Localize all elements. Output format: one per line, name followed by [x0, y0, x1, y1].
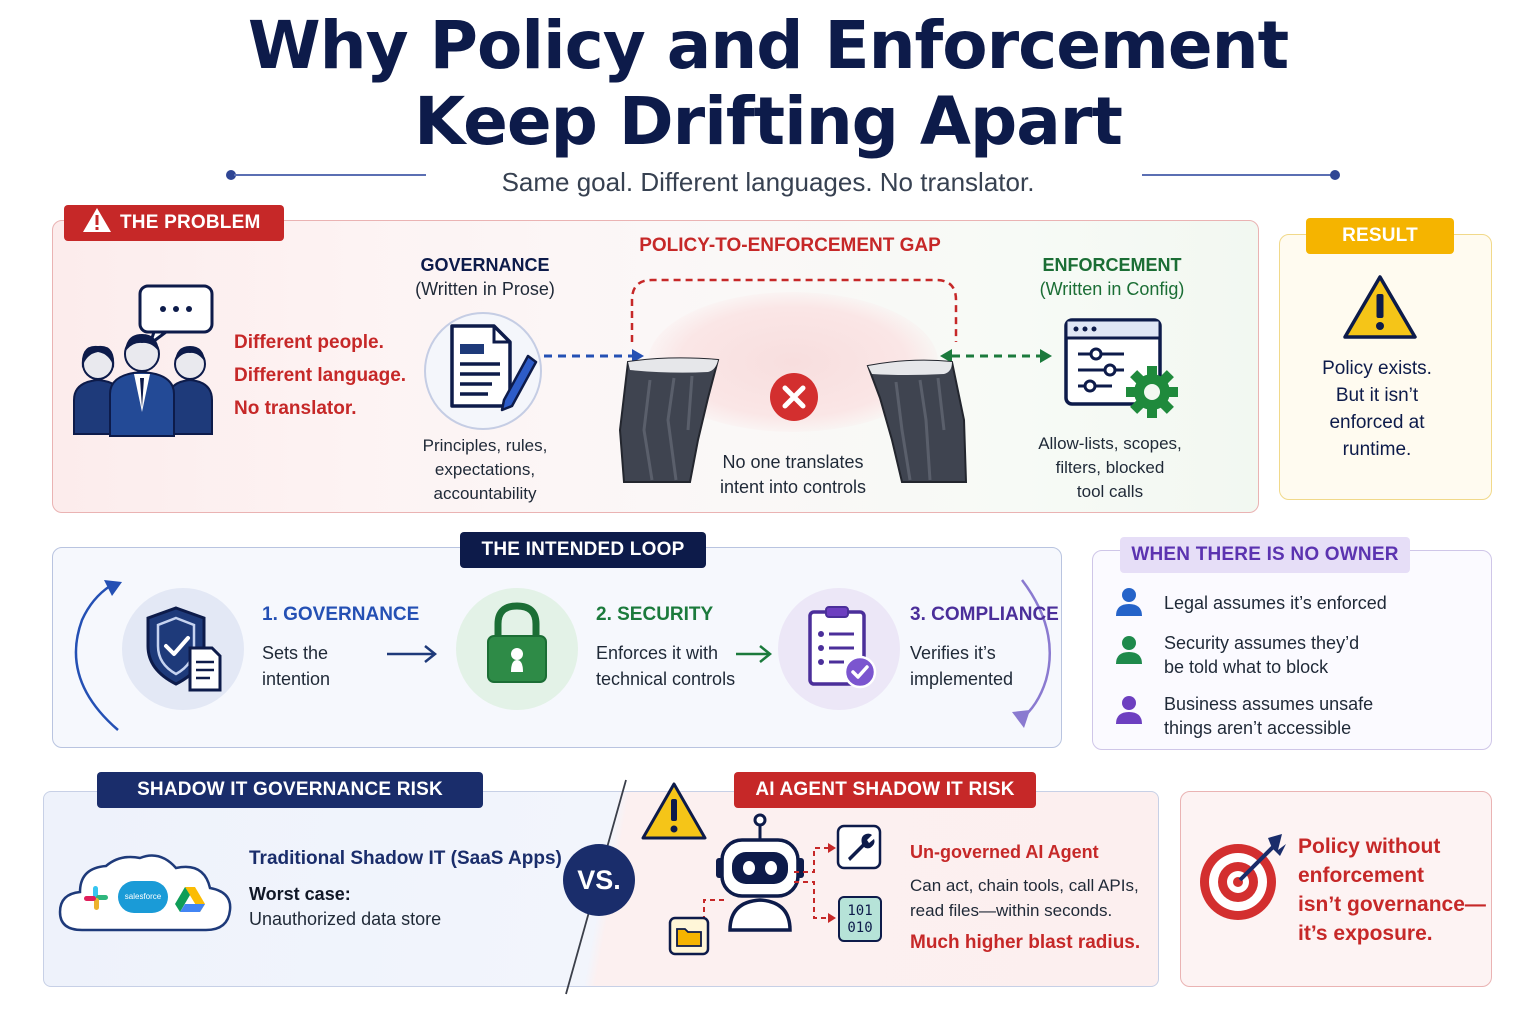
loop-tag: THE INTENDED LOOP	[460, 532, 706, 568]
person-purple-icon	[1114, 694, 1144, 726]
gap-desc-2: intent into controls	[719, 477, 867, 497]
target-arrow-icon	[1196, 832, 1292, 922]
step-1-desc-2: intention	[262, 669, 331, 689]
result-line-3: enforced at	[1329, 412, 1425, 433]
people-line-3: No translator.	[234, 398, 357, 419]
step-3-desc-2: implemented	[910, 669, 1014, 689]
no-owner-item-3b: things aren’t accessible	[1164, 718, 1352, 738]
result-line-4: runtime.	[1342, 439, 1412, 460]
step-2-title: 2. SECURITY	[596, 604, 714, 625]
ai-agent-title: Un-governed AI Agent	[910, 842, 1099, 862]
gap-title: POLICY-TO-ENFORCEMENT GAP	[639, 235, 941, 256]
governance-desc-2: expectations,	[434, 460, 536, 479]
governance-desc-1: Principles, rules,	[422, 436, 548, 455]
subtitle-right-rule	[1142, 174, 1332, 176]
worst-case-value: Unauthorized data store	[249, 909, 442, 929]
document-pen-icon	[442, 322, 542, 412]
step-2-desc-2: technical controls	[596, 669, 736, 689]
step-1-title: 1. GOVERNANCE	[262, 604, 420, 625]
ai-agent-desc-1: Can act, chain tools, call APIs,	[910, 876, 1139, 895]
page-subtitle: Same goal. Different languages. No translator.	[501, 167, 1035, 197]
result-line-1: Policy exists.	[1322, 358, 1432, 379]
person-blue-icon	[1114, 586, 1144, 618]
title-line-2: Keep Drifting Apart	[414, 83, 1122, 160]
versus-badge	[563, 844, 635, 916]
ai-agent-desc-2: read files—within seconds.	[910, 901, 1113, 920]
salesforce-logo-text: salesforce	[124, 892, 162, 901]
worst-case-label: Worst case:	[249, 884, 351, 904]
conclusion-line-1: Policy without	[1298, 835, 1441, 858]
enforcement-title: ENFORCEMENT	[1042, 255, 1182, 275]
warning-triangle-icon	[1342, 274, 1418, 340]
step-3-title: 3. COMPLIANCE	[910, 604, 1059, 625]
arrow-right-green-icon	[734, 644, 774, 664]
binary-line-2: 010	[847, 920, 873, 936]
no-owner-item-1: Legal assumes it’s enforced	[1164, 593, 1387, 613]
conclusion-line-2: enforcement	[1298, 864, 1425, 887]
people-line-2: Different language.	[234, 365, 407, 386]
shield-document-icon	[142, 604, 228, 694]
governance-desc-3: accountability	[433, 484, 537, 503]
title-line-1: Why Policy and Enforcement	[247, 7, 1289, 84]
slack-logo-icon	[82, 884, 110, 912]
wrench-tool-icon	[836, 824, 882, 870]
folder-icon	[668, 916, 710, 956]
gap-desc-1: No one translates	[722, 452, 864, 472]
google-drive-logo-icon	[174, 885, 206, 913]
conclusion-line-4: it’s exposure.	[1298, 922, 1433, 945]
padlock-icon	[484, 602, 550, 686]
ai-agent-emphasis: Much higher blast radius.	[910, 932, 1141, 953]
step-2-desc-1: Enforces it with	[596, 643, 719, 663]
page-title	[0, 8, 1536, 160]
people-line-1: Different people.	[234, 332, 384, 353]
enforcement-desc-3: tool calls	[1076, 482, 1144, 501]
person-green-icon	[1114, 634, 1144, 666]
problem-tag	[64, 205, 284, 241]
salesforce-logo	[118, 881, 168, 913]
enforcement-subtitle: (Written in Config)	[1039, 279, 1185, 299]
x-mark-icon	[769, 372, 819, 422]
binary-line-1: 101	[847, 903, 873, 919]
no-owner-item-2a: Security assumes they’d	[1164, 633, 1360, 653]
step-3-desc-1: Verifies it’s	[910, 643, 996, 663]
versus-label: VS.	[577, 865, 621, 895]
step-1-desc-1: Sets the	[262, 643, 329, 663]
no-owner-tag: WHEN THERE IS NO OWNER	[1120, 537, 1410, 573]
governance-title: GOVERNANCE	[420, 255, 550, 275]
enforcement-desc-2: filters, blocked	[1055, 458, 1165, 477]
no-owner-item-3a: Business assumes unsafe	[1164, 694, 1374, 714]
arrow-right-icon	[385, 644, 439, 664]
warning-icon	[82, 207, 112, 233]
people-group-icon	[70, 282, 220, 442]
enforcement-desc-1: Allow-lists, scopes,	[1038, 434, 1182, 453]
no-owner-item-2b: be told what to block	[1164, 657, 1329, 677]
binary-data-box	[838, 896, 882, 942]
result-tag: RESULT	[1306, 218, 1454, 254]
subtitle-right-dot	[1330, 170, 1340, 180]
ai-agent-tag: AI AGENT SHADOW IT RISK	[734, 772, 1036, 808]
shadow-it-title: Traditional Shadow IT (SaaS Apps)	[249, 848, 562, 869]
clipboard-check-icon	[804, 604, 880, 690]
conclusion-line-3: isn’t governance—	[1298, 893, 1486, 916]
result-line-2: But it isn’t	[1335, 385, 1419, 406]
governance-subtitle: (Written in Prose)	[415, 279, 555, 299]
config-gear-icon	[1062, 316, 1182, 420]
problem-tag-label: THE PROBLEM	[120, 212, 261, 233]
shadow-it-tag: SHADOW IT GOVERNANCE RISK	[97, 772, 483, 808]
